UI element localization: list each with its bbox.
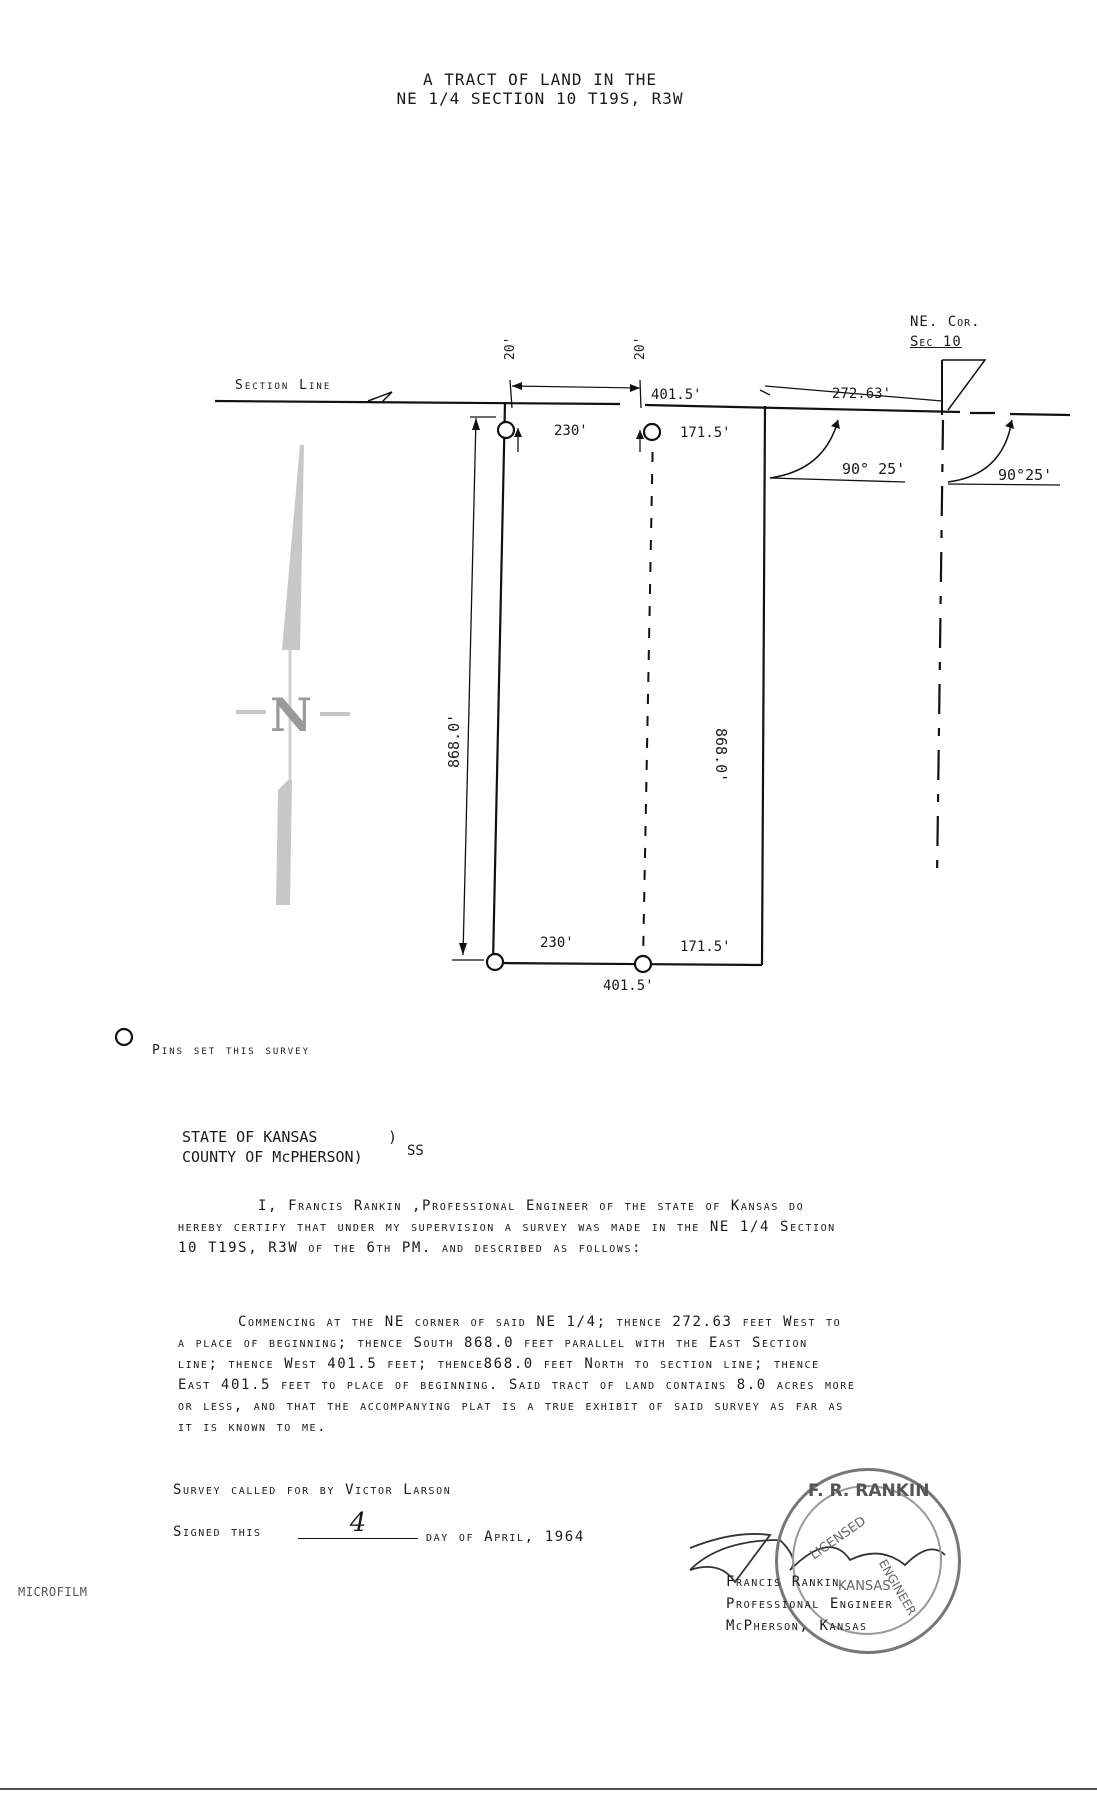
north-label: N xyxy=(270,688,313,742)
certificate-paragraph-2: Commencing at the NE corner of said NE 1/4; thence 272.63 feet West to a place of beginning; thence South 868.0 feet parallel with the East Section line; thence West 401.5 feet; thence868.0 feet North to section line; thence East 401.5 feet to place of beginning. Said tract of land contains 8.0 acres more or less, and that the accompanying plat is a true exhibit of said survey as far as it is known to me. xyxy=(178,1314,856,1435)
ne-corner-label-1: NE. Cor. xyxy=(910,314,981,330)
signed-prefix: Signed this xyxy=(173,1524,262,1540)
venue-county: COUNTY OF McPHERSON) xyxy=(182,1148,363,1166)
scan-edge xyxy=(0,1788,1097,1790)
signer-name: Francis Rankin xyxy=(726,1574,840,1590)
dim-setback-left: 20' xyxy=(503,336,518,360)
dim-east-868: 868.0' xyxy=(712,728,730,783)
document-title-line2: NE 1/4 SECTION 10 T19S, R3W xyxy=(396,89,684,108)
dim-west-868: 868.0' xyxy=(445,713,463,768)
legend-pins-label: Pins set this survey xyxy=(152,1043,311,1058)
dim-top-total: 401.5' xyxy=(651,387,702,403)
venue-ss: SS xyxy=(407,1143,424,1159)
signed-suffix: day of April, 1964 xyxy=(426,1529,585,1545)
seal-top-text: F. R. RANKIN xyxy=(808,1481,930,1501)
dim-bottom-right: 171.5' xyxy=(680,939,731,955)
seal-right-text: ENGINEER xyxy=(875,1557,919,1618)
angle-label-2: 90°25' xyxy=(998,466,1053,484)
dim-bottom-total: 401.5' xyxy=(603,978,654,994)
seal-left-text: LICENSED xyxy=(807,1513,870,1564)
seal-center-text: KANSAS xyxy=(838,1579,891,1594)
venue-paren: ) xyxy=(388,1128,398,1146)
angle-label-1: 90° 25' xyxy=(842,460,906,478)
certificate-paragraph-1: I, Francis Rankin ,Professional Engineer of the state of Kansas do hereby certify that under my supervision a survey was made in the NE 1/4 Section 10 T19S, R3W of the 6th PM. and described as follows: xyxy=(178,1198,836,1256)
venue-state: STATE OF KANSAS xyxy=(182,1128,318,1146)
dim-top-east: 272.63' xyxy=(832,386,892,402)
microfilm-stamp: MICROFILM xyxy=(18,1585,88,1599)
dim-top-left: 230' xyxy=(554,423,588,439)
ne-corner-label-2: Sec 10 xyxy=(910,334,962,350)
dim-setback-right: 20' xyxy=(633,336,648,360)
document-title-line1: A TRACT OF LAND IN THE xyxy=(423,70,657,89)
signer-location: McPherson, Kansas xyxy=(726,1618,868,1634)
signer-title: Professional Engineer xyxy=(726,1596,894,1612)
dim-top-right: 171.5' xyxy=(680,425,731,441)
dim-bottom-left: 230' xyxy=(540,935,574,951)
signed-day: 4 xyxy=(298,1508,418,1539)
section-line-label: Section Line xyxy=(235,378,332,393)
survey-called-for: Survey called for by Victor Larson xyxy=(173,1482,452,1498)
